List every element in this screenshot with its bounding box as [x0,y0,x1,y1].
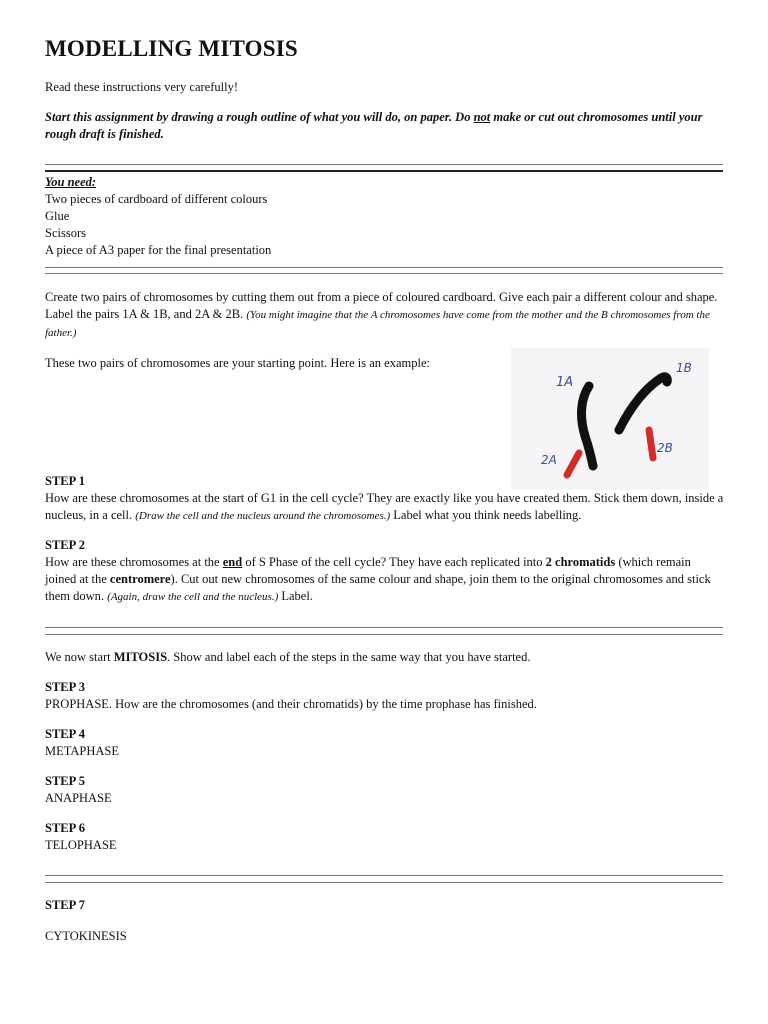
divider-2a [45,267,723,268]
step3-text: PROPHASE. How are the chromosomes (and their chromatids) by the time prophase has finished. [45,697,537,711]
intro-paragraph [45,109,723,143]
intro-not: not [473,110,491,124]
step2-end: end [222,555,243,569]
intro-text-a: Start this assignment by drawing a rough outline of what you will do, on paper. Do [45,110,474,124]
step4-text: METAPHASE [45,744,120,758]
step2-centromere: centromere [109,572,171,586]
mitosis-bold: MITOSIS [113,650,168,664]
step2-text-a: How are these chromosomes at the [45,555,223,569]
label-2a: 2A [541,453,557,467]
label-2b: 2B [657,441,673,455]
divider-2b [45,273,723,274]
label-1a: 1A [556,375,574,390]
need-item: Glue [45,209,70,223]
step2-chromatids: 2 chromatids [545,555,616,569]
step3-section [45,679,537,713]
need-section [45,174,271,259]
step2-text-c: (which remain joined at the [45,555,691,586]
need-heading: You need: [45,175,97,189]
create-paragraph [45,289,725,342]
step4-section [45,726,119,760]
step6-heading: STEP 6 [45,821,85,835]
mitosis-text-b: . Show and label each of the steps in the same way that you have started. [167,650,531,664]
step2-section [45,537,725,606]
starting-point-text: These two pairs of chromosomes are your starting point. Here is an example: [45,356,430,370]
page-title: MODELLING MITOSIS [45,36,298,61]
step2-note: (Again, draw the cell and the nucleus.) [107,591,279,603]
divider-1a [45,164,723,165]
intro-text-b: make or cut out chromosomes until your rough draft is finished. [45,110,703,141]
chromosome-example-image [511,348,709,490]
step2-text-e: Label. [278,589,313,603]
divider-3a [45,627,723,628]
step1-heading: STEP 1 [45,474,85,488]
step6-text: TELOPHASE [45,838,117,852]
step4-heading: STEP 4 [45,727,85,741]
step7-text: CYTOKINESIS [45,929,127,943]
divider-4a [45,875,723,876]
step7-heading [45,897,85,914]
step2-text-b: of S Phase of the cell cycle? They have each replicated into [242,555,546,569]
step5-section [45,773,112,807]
instructions-text: Read these instructions very carefully! [45,80,238,94]
step6-section [45,820,117,854]
need-item: Scissors [45,226,86,240]
step2-text-d: ). Cut out new chromosomes of the same colour and shape, join them to the original chromosomes and stick them down. [45,572,711,603]
step5-text: ANAPHASE [45,791,112,805]
step1-note: (Draw the cell and the nucleus around the chromosomes.) [135,510,391,522]
divider-1b [45,170,723,172]
divider-3b [45,634,723,635]
need-item: A piece of A3 paper for the final presentation [45,243,272,257]
step2-heading: STEP 2 [45,538,85,552]
label-1b: 1B [676,361,692,375]
step5-heading: STEP 5 [45,774,85,788]
step3-heading: STEP 3 [45,680,85,694]
mitosis-intro [45,649,530,666]
step1-section [45,473,725,525]
mitosis-text-a: We now start [45,650,114,664]
step1-text-a: How are these chromosomes at the start of G1 in the cell cycle? They are exactly like you have created them. Stick them down, inside a nucleus, in a cell. [45,491,724,522]
step1-text-b: Label what you think needs labelling. [390,508,582,522]
create-text: Create two pairs of chromosomes by cutting them out from a piece of coloured cardboard. Give each pair a different colour and shape. Label the pairs 1A & 1B, and 2A & 2B. [45,290,718,321]
step7-heading-text: STEP 7 [45,898,85,912]
divider-4b [45,882,723,883]
create-note: (You might imagine that the A chromosomes have come from the mother and the B chromosomes from the father.) [45,309,710,339]
need-item: Two pieces of cardboard of different colours [45,192,268,206]
